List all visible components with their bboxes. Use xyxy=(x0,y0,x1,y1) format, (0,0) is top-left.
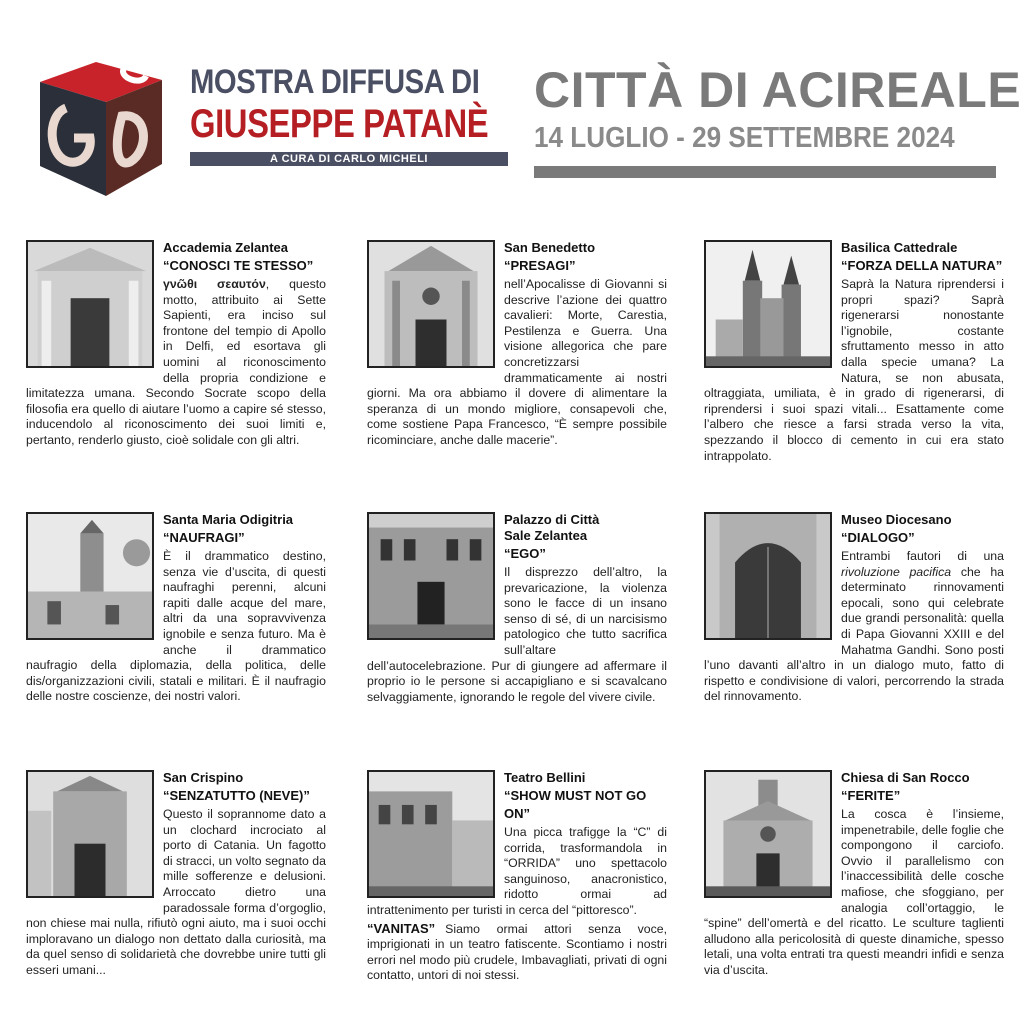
photo-san-crispino xyxy=(26,770,154,898)
exhibition-logo xyxy=(26,46,168,198)
card-title: “DIALOGO” xyxy=(841,530,915,545)
card-text-body: , questo motto, attribuito ai Sette Sapienti, era inciso sul frontone del tempio di Apollo in Delfi, ed esortava gli uomini al riconoscimento della propria condizione e limitatezza umana. Secondo Socrate scopo della filosofia era quello di aiutare l’uomo a capire sé stesso, inducendolo al riconoscimento dei suoi limiti e, pertanto, renderlo giusto, cioè solidale con gli altri. xyxy=(26,277,326,447)
card-location: Santa Maria Odigitria xyxy=(163,512,294,527)
photo-teatro-bellini xyxy=(367,770,495,898)
header-city-block xyxy=(534,62,1022,178)
card-location: Museo Diocesano xyxy=(841,512,952,527)
card-title: “EGO” xyxy=(504,546,546,561)
card-text-secondary xyxy=(367,921,667,984)
card-text-a: Entrambi fautori di una xyxy=(841,549,1004,563)
header-line1: MOSTRA DIFFUSA DI xyxy=(190,63,480,101)
card-title-secondary: “VANITAS” xyxy=(367,920,436,936)
card-text: Saprà la Natura riprendersi i propri spazi? Saprà rigenerarsi nonostante l’ignobile, costante sfruttamento messo in atto dalla specie umana? La Natura, se non abusata, oltraggiata, umiliata, è in grado di rigenerarsi, di riprendersi i suoi spazi vitali... Esattamente come l’albero che riesce a farsi strada verso la vita, spezzando il blocco di cemento in cui era stato intrappolato. xyxy=(704,277,1004,463)
card-title: “SHOW MUST NOT GO ON” xyxy=(504,788,647,821)
card-palazzo-di-citta xyxy=(367,512,667,705)
header-artist-name: GIUSEPPE PATANÈ xyxy=(190,102,489,146)
header-curator-bar: A CURA DI CARLO MICHELI xyxy=(190,152,508,166)
card-title: “FORZA DELLA NATURA” xyxy=(841,258,1003,273)
card-location: Teatro Bellini xyxy=(504,770,586,785)
card-chiesa-di-san-rocco xyxy=(704,770,1004,979)
card-san-benedetto xyxy=(367,240,667,449)
card-location: Basilica Cattedrale xyxy=(841,240,958,255)
card-teatro-bellini xyxy=(367,770,667,984)
card-location: Accademia Zelantea xyxy=(163,240,289,255)
card-text: Questo il soprannome dato a un clochard incrociato al porto di Catania. Un fagotto di stracci, un volto segnato da mille sofferenze e delusioni. Arroccato dietro una paradossale forma d’orgoglio, non chiese mai nulla, rifiutò ogni aiuto, ma i suoi occhi imploravano un dialogo non dettato dalla curiosità, ma da quel senso di solidarietà che dovrebbe unire tutti gli esseri umani... xyxy=(26,807,326,977)
card-accademia-zelantea xyxy=(26,240,326,449)
card-text-italic: rivoluzione pacifica xyxy=(841,564,952,579)
photo-chiesa-di-san-rocco xyxy=(704,770,832,898)
card-san-crispino xyxy=(26,770,326,979)
card-text-secondary-body: Siamo ormai attori senza voce, imprigionati in un teatro fatiscente. Scontiamo i nostri errori nel modo più crudele, Imbavagliati, privati di ogni contatto, untori di noi stessi. xyxy=(367,921,667,983)
card-museo-diocesano xyxy=(704,512,1004,705)
photo-accademia-zelantea xyxy=(26,240,154,368)
card-text: Il disprezzo dell’altro, la prevaricazione, la violenza sono le facce di un insano senso di sé, di un narcisismo patologico che tutto sacrifica sull’altare dell’autocelebrazione. Pur di giungere ad affermare il proprio io le persone si accapigliano e si scavalcano selvaggiamente, ignorando le regole del vivere civile. xyxy=(367,565,667,704)
photo-palazzo-di-citta xyxy=(367,512,495,640)
card-location-secondary: Sale Zelantea xyxy=(504,528,588,543)
header-divider xyxy=(534,166,996,178)
card-santa-maria-odigitria xyxy=(26,512,326,705)
card-title: “CONOSCI TE STESSO” xyxy=(163,258,314,273)
card-text: Una picca trafigge la “C” di corrida, trasformandola in “ORRIDA” uno spettacolo sanguinoso, anacronistico, ridotto ormai ad intrattenimento per turisti in cerca del “pittoresco”. xyxy=(367,825,667,917)
card-basilica-cattedrale xyxy=(704,240,1004,464)
photo-basilica-cattedrale xyxy=(704,240,832,368)
card-text: È il drammatico destino, senza vie d’uscita, di questi naufraghi perenni, alcuni rapiti dalle acque del mare, altri da una sopravvivenza ignobile e senza futuro. Ma è anche il drammatico naufragio della diplomazia, della politica, delle dis/organizzazioni civili, statali e militari. È il naufragio delle nostre coscienze, dei nostri valori. xyxy=(26,549,326,704)
photo-museo-diocesano xyxy=(704,512,832,640)
greek-motto: γνῶθι σεαυτόν xyxy=(163,277,266,291)
header-dates: 14 LUGLIO - 29 SETTEMBRE 2024 xyxy=(534,122,955,154)
card-location: San Benedetto xyxy=(504,240,596,255)
card-location: San Crispino xyxy=(163,770,244,785)
card-title: “PRESAGI” xyxy=(504,258,576,273)
photo-san-benedetto xyxy=(367,240,495,368)
card-text-b: che ha determinato rinnovamenti epocali, sono qui celebrate due grandi personalità: quella di Papa Giovanni XXIII e del Mahatma Gandhi. Sono posti l’uno davanti all’altro in un dialogo muto, fatto di rispetto e condivisione di valori, percorrendo la strada del rinnovamento. xyxy=(704,564,1004,704)
card-title: “NAUFRAGI” xyxy=(163,530,245,545)
header-title-block xyxy=(190,62,512,166)
photo-santa-maria-odigitria xyxy=(26,512,154,640)
card-location: Palazzo di Città xyxy=(504,512,600,527)
card-location: Chiesa di San Rocco xyxy=(841,770,970,785)
card-text: La cosca è l’insieme, impenetrabile, delle foglie che compongono il carciofo. Ovvio il parallelismo con l’inaccessibilità delle cosche mafiose, che sfoggiano, per analogia coll’ortaggio, le “spine” dell’omertà e del ricatto. Le sculture taglienti alludono alla pericolosità di queste dinamiche, spesso letali, una volta entrati tra questi meandri infidi e senza via d’uscita. xyxy=(704,807,1004,977)
card-title: “FERITE” xyxy=(841,788,901,803)
card-text: nell’Apocalisse di Giovanni si descrive l’azione dei quattro cavalieri: Morte, Carestia, Pestilenza e Guerra. Una visione allegorica che pare concretizzarsi drammaticamente ai nostri giorni. Ma ora abbiamo il dovere di alimentare la speranza di un mondo migliore, consapevoli che, come sostiene Papa Francesco, “È sempre possibile ricominciare, anche dalle macerie”. xyxy=(367,277,667,447)
header-city: CITTÀ DI ACIREALE xyxy=(534,62,1022,118)
card-title: “SENZATUTTO (NEVE)” xyxy=(163,788,310,803)
